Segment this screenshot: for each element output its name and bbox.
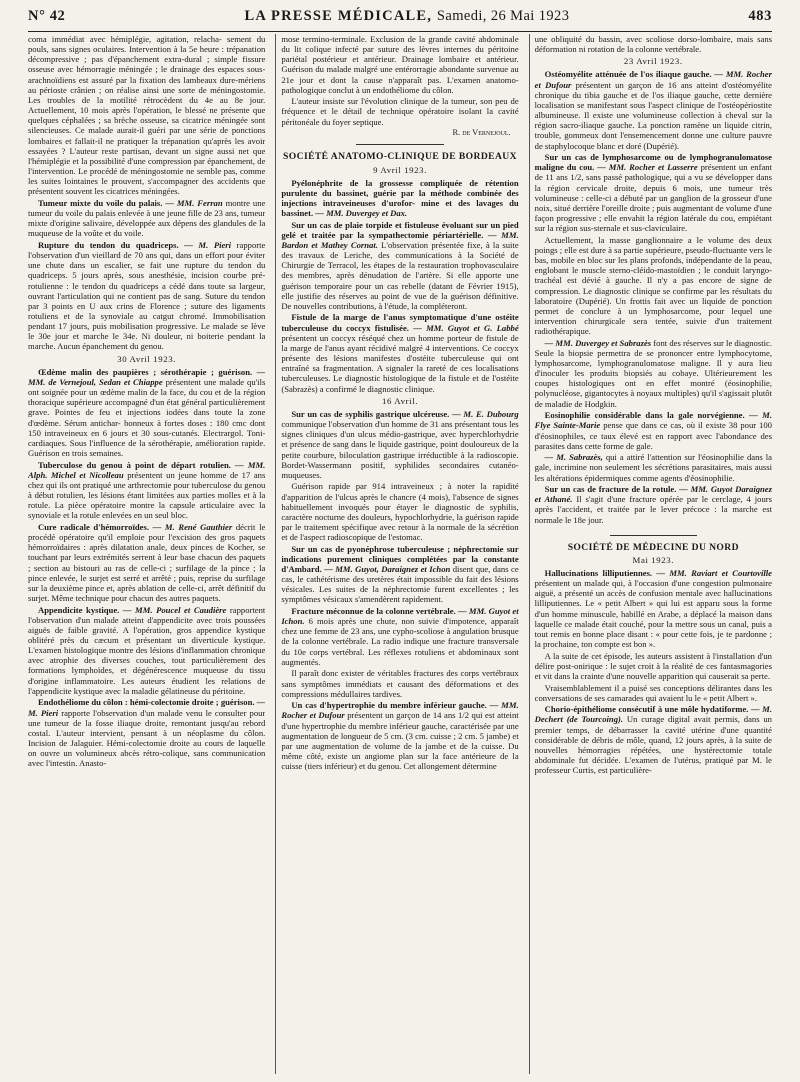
article-heading: Sur un cas de lymphosarcome ou de lymphogranulomatose maligne du cou. [534,152,772,173]
article-heading: Eosinophilie considérable dans la gale norvégienne. [544,410,745,421]
article-pyelonephrite [281,178,518,219]
article-syphilis [281,409,518,480]
article-author: — MM. Rocher et Dufour [281,700,519,721]
article-author: — M. René Gauthier [148,521,233,532]
article-appendicite [28,605,265,696]
paragraph: A la suite de cet épisode, les auteurs assistent à l'installation d'un délire post-onirique : le sujet croit à la réalité de ces fantasmagories et vit dans la crainte d'une nouvelle apparition qui causerait sa perte. [534,650,772,681]
journal-title: LA PRESSE MÉDICALE, [244,8,433,24]
column-left [28,34,265,1074]
session-date: 30 Avril 1923. [117,353,177,364]
article-heading: Tuberculose du genou à point de départ rotulien. [38,459,231,470]
article-lymphosarcome [535,152,772,233]
article-author: — MM. Rocher et Dufour [534,69,772,90]
article-hypertrophie [281,700,518,771]
article-heading: Endothéliome du côlon : hémi-colectomie droite ; guérison. [38,697,255,708]
article-heading: Sur un cas de syphilis gastrique ulcéreuse. [291,408,450,419]
article-body: présentent un malade qui, à l'occasion d'une congestion pulmonaire aiguë, a présenté un accès de confusion mentale avec hallucinations lilliputiennes. Le « petit Albert » qui lui est apparu sous la forme d'un homme minuscule, habillé en Arabe, a déplacé la maison dans laquelle ce malade était couché, pour la mettre sous un canal, puis a tout remis en bonne place disant : « pour cette fois, je te pardonne ; la prochaine, ton compte est bon ». [534,578,772,650]
society-heading: SOCIÉTÉ ANATOMO-CLINIQUE DE BORDEAUX [281,144,518,162]
article-heading: Hallucinations lilliputiennes. [544,568,653,578]
article-heading: Cure radicale d'hémorroïdes. [38,521,149,532]
paragraph: Guérison rapide par 914 intraveineux ; à noter la rapidité d'apparition de l'ulcus après le chancre (4 mois), l'absence de signes habituellement invoqués pour étayer le diagnostic de syphilis, caractère nocturne des douleurs, hypochlorhydrie, la guérison rapide par le traitement spécifique avec retour à la normale de la sécrétion et de l'aspect radioscopique de l'estomac. [281,481,519,543]
article-author: — MM. Duvergey et Sabrazès [544,337,652,348]
page-header [28,6,772,32]
article-body: présentent une malade qu'ils ont soignée pour un œdème malin de la face, du cou et de la région thoracique supérieure accompagné d'un état général particulièrement grave. Pointes de feu et injections iodées dans toute la zone d'œdème. Sérum antichar- bonneux à fortes doses : 180 cmc dont 150 intraveineux en 6 jours et 30 sous-cutanés. Electrargol. Toni-cardiaques. Sous l'influence de la sérothérapie, amélioration rapide. Guérison en trois semaines. [28,376,266,459]
article-author: — M. Pieri [178,239,232,250]
paragraph: mose termino-terminale. Exclusion de la grande cavité abdominale du lit colique infecté par suture des lèvres internes du péritoine pariétal postérieur et antérieur. Drainage lombaire et antérieur. Guérison du malade malgré une entérorragie abondante survenue au 21e jour et dont la cause n'apparaît pas. L'examen anatomo-pathologique conclut à un endothéliome du côlon. [281,34,519,95]
article-heading: Fracture méconnue de la colonne vertébrale. [291,606,456,617]
article-heading: Œdème malin des paupières ; sérothérapie ; guérison. [38,366,253,377]
article-heading: Sur un cas de pyonéphrose tuberculeuse ; néphrectomie sur indications purement cliniques complétées par la constante d'Ambard. [281,543,519,574]
article-author: — MM. de Vernejoul, Sedan et Chiappe [28,366,266,387]
article-heading: Appendicite kystique. [38,604,120,615]
paragraph: Actuellement, la masse ganglionnaire a le volume des deux poings ; elle est dure à sa partie supérieure, pseudo-fluctuante vers le bas, mobile en bloc sur les plans profonds, indépendante de la peau, englobant le muscle sterno-cléido-mastoïdien ; le conduit laryngo-trachéal est dévié à gauche. Il n'y a pas encore de signe de compression. Le diagnostic clinique se confirme par les résultats du laboratoire (Dupérié). Un frottis fait avec un liquide de ponction permet de conclure à un lymphosarcome, pour lequel une intervention chirurgicale sera tentée, suivie d'un traitement radiothérapique. [534,234,772,337]
article-pyonephrose [281,544,518,605]
discussion [535,338,772,409]
article-rupture-tendon [28,240,265,352]
article-heading: Sur un cas de plaie torpide et fistuleuse évoluant sur un pied gelé et traitée par la sympathectomie périartérielle. [281,219,519,240]
article-author: — MM. Duvergey et Dax. [313,208,408,219]
article-body: rapportent l'observation d'un malade atteint d'appendicite avec trois poussées aiguës de faible gravité. A l'opération, gros appendice kystique oblitéré près du cæcum et présentant un diverticule kystique. L'examen histologique montre des lésions d'inflammation chronique avec atrophie des diverses couches, tout particulièrement des formations lymphoïdes, et dégénérescence muqueuse du tissu d'origine inflammatoire. Les auteurs étudient les relations de l'appendicite kystique avec la maladie gélatineuse du péritoine. [28,604,266,696]
article-heading: Tumeur mixte du voile du palais. [38,197,163,208]
society-heading: SOCIÉTÉ DE MÉDECINE DU NORD [535,535,772,553]
article-body: rapporte l'observation d'un malade venu le consulter pour une tumeur de la fosse iliaque droite, remontant jusqu'au rebord costal. L'auteur intervient, pensant à un néoplasme du côlon. Incision de Jalaguier. Hémi-colectomie droite au cours de laquelle on ouvre un volumineux abcès rétro-colique, sans communication avec l'intestin. Anasto- [28,707,266,769]
article-fracture-colonne [281,606,518,667]
paragraph: Il paraît donc exister de véritables fractures des corps vertébraux sans symptômes immédiats et causant des déformations et des compressions médullaires tardives. [281,668,519,699]
article-author: — M. Sabrazès, [544,452,603,463]
article-tuberculose-genou [28,460,265,521]
article-body: présentent un garçon de 16 ans atteint d'ostéomyélite chronique du tibia gauche et de l'os iliaque gauche, cette dernière localisation se manifestant sous l'aspect clinique de l'ostéopériostite albumineuse. Il existe une volumineuse collection à cheval sur la région sacro-iliaque gauche. La ponction ramène un liquide citrin, trouble, gommeux dont l'ensemencement donne une culture pauvre de staphylocoque blanc et doré (Dupérié). [534,79,772,151]
article-body: font des réserves sur le diagnostic. Seule la biopsie permettra de se prononcer entre lymphocytome, lymphosarcome, lymphogranulomatose maligne. Il y aura lieu d'inoculer les produits biopsiés au cobaye. Ultérieurement les coupes histologiques ont en effet montré (éosinophilie, polynucléose, gigantocytes à noyaux multiples) qu'il s'agissait plutôt de maladie de Hodgkin. [534,337,772,409]
article-heading: Rupture du tendon du quadriceps. [38,239,179,250]
masthead [244,8,569,25]
article-body: Il s'agit d'une fracture opérée par le cerclage, 4 jours après l'accident, et traitée par le lever précoce : la marche est normale le 18e jour. [534,494,772,525]
article-hemorroides [28,522,265,603]
article-body: rapporte l'observation d'un vieillard de 70 ans qui, dans un effort pour éviter une chute dans un escalier, se fait une rupture du tendon du quadriceps. 5 jours après, sous anesthésie, incision courbe pré-rotulienne : le tendon du quadriceps a cédé dans toute sa largeur, ouvrant l'articulation qui ne contient pas de sang. Suture du tendon par 3 points en U aux crins de Florence ; suture des ligaments rotuliens et de la synoviale au catgut chromé. Immobilisation pendant 17 jours, puis mobilisation progressive. Le malade se lève le 30e jour et marche le 34e. Ni douleur, ni boiterie pendant la marche. Aucun épanchement du genou. [28,239,266,352]
article-body: présentent un enfant de 11 ans 1/2, sans passé pathologique, qui a vu se développer dans la région cervicale droite, depuis 6 mois, une tumeur très volumineuse : celle-ci a débuté par un ganglion de la grosseur d'une noix, situé derrière l'oreille droite ; puis augmentant de volume d'une façon progressive ; elle envahit la région latérale du cou, empiétant sur la région sus-sternale et sus-claviculaire. [534,162,772,234]
article-author: — M. E. Dubourg [449,408,519,419]
article-body: pense que dans ce cas, où il existe 38 pour 100 d'éosinophiles, ce taux élevé est en rapport avec l'abondance des parasites dans cette forme de gale. [534,420,772,451]
paragraph: L'auteur insiste sur l'évolution clinique de la tumeur, son peu de fréquence et le détail de technique opératoire isolant la cavité péritonéale du foyer septique. [281,96,519,127]
article-fistule [281,312,518,393]
article-body: présentent un jeune homme de 17 ans chez qui ils ont pratiqué une arthrectomie pour tuberculose du genou à début rotulien, les lésions étant limitées aux parties molles et à la rotule. La pièce opératoire montre la capsule articulaire avec la synoviale et la rotule enlevées en un seul bloc. [28,469,266,521]
article-heading: Pyélonéphrite de la grossesse compliquée de rétention purulente du bassinet, guérie par la méthode combinée des injections intraveineuses d'urofor- mine et des lavages du bassinet. [281,177,519,219]
paragraph: coma immédiat avec hémiplégie, agitation, relacha- sement du pouls, sans signes oculaires. Intervention à la 5e heure : trépanation décompressive ; pas d'épanchement extra-dural ; simple fissure osseuse avec hémorragie méningée ; le drainage des espaces sous-arachnoïdiens est assuré par la fixation des lambeaux dure-mériens au périoste crânien ; on réalise ainsi une sorte de méningostomie. Les troubles de la motilité rétrocèdent du 4e au 8e jour. Actuellement, 10 mois après l'opération, le blessé ne présente que quelques céphalées ; sa brèche osseuse, sa cicatrice méningée sont silencieuses. Ce malade aurait-il guéri par une série de ponctions lombaires et fallait-il ne pratiquer la trépanation qu'après les avoir essayées ? L'auteur reste partisan, devant un signe aussi net que l'hémiplégie et la possibilité d'une compression par épanchement, de l'intervention. Le procédé de méningostomie ne semble pas, comme les suites lointaines le prouvent, s'accompagner des accidents que présentent souvent les cicatrices méningées. [28,34,266,197]
article-plaie-torpide [281,220,518,311]
article-fracture-rotule [535,484,772,525]
article-body: présentent un coccyx réséqué chez un homme porteur de fistule de la marge de l'anus ayant récidivé malgré 4 interventions. Ce coccyx présente des lésions manifestes d'ostéite tuberculeuse qui ont entraîné sa fragmentation. A signaler la rareté de ces localisations tuberculeuses. Le diagnostic histologique de la fistule et de l'ostéite (Sabrazès) a confirmé le diagnostic clinique. [281,332,519,394]
article-author: — M. Dechert (de Tourcoing). [534,704,772,725]
article-body: L'observation présentée fixe, à la suite des travaux de Leriche, des communications à la Société de Chirurgie de Terracol, les étapes de la restauration trophovasculaire des membres, après dénudation de l'artère. Si elle apporte une guérison temporaire pour un cas rebelle (datant de Février 1915), elle justifie des réserves au point de vue de la guérison définitive. De nouvelles contributions, à l'étude, la compléteront. [281,239,519,311]
article-heading: Fistule de la marge de l'anus symptomatique d'une ostéite tuberculeuse du coccyx fistulisée. [281,312,519,333]
article-author: — MM. Guyot Daraignez et Athané. [534,484,772,505]
column-right [529,34,772,1074]
article-author: — MM. Ferran [162,197,223,208]
article-body: disent que, dans ce cas, le cathétérisme des uretères était impossible du fait des lésions vésicales. Les suites de la néphrectomie furent excellentes ; les symptômes vésicaux s'amendèrent rapidement. [281,564,519,605]
session-date: 16 Avril. [381,395,418,406]
article-tumeur-voile [28,198,265,239]
article-author: — MM. Alph. Michel et Nicolleau [28,459,266,480]
discussion [535,452,772,482]
article-body: qui a attiré l'attention sur l'éosinophilie dans la gale, incrimine non seulement les sécrétions parasitaires, mais aussi les altérations épidermiques comme agents d'éosinophilie. [534,452,772,483]
article-oedeme [28,367,265,458]
article-hallucinations [535,568,772,649]
article-body: 6 mois après une chute, non suivie d'impotence, apparaît chez une femme de 23 ans, une cypho-scoliose à angulation brusque de la colonne vertébrale. La radio indique une fracture transversale du 10e corps vertébral. Les réflexes rotuliens et abdominaux sont augmentés. [281,616,519,667]
article-author: — MM. Poucel et Caudière [119,604,227,615]
issue-number: N° 42 [28,8,66,24]
article-heading: Ostéomyélite atténuée de l'os iliaque gauche. [544,69,712,80]
article-author: — MM. Bardon et Mathey Cornat. [281,229,519,250]
article-chorio-epitheliome [535,704,772,775]
column-middle [275,34,518,1074]
session-date: 23 Avril 1923. [623,56,683,67]
article-body: présentent un garçon de 14 ans 1/2 qui est atteint d'une hypertrophie du membre inférieur gauche, caractérisée par une augmentation de longueur de 5 cm. (3 cm. cuisse ; 2 cm. 5 jambe) et par une augmentation de volume de la jambe et de la cuisse. Du même côté, existe un angiome plan sur la face antérieure de la cuisse (tiers inférieur) et du genou. Cet allongement détermine [281,710,519,772]
issue-date: Samedi, 26 Mai 1923 [436,8,570,24]
article-author: — M. Pieri [28,697,266,718]
article-endotheliome [28,697,265,768]
article-heading: Chorio-épithéliome consécutif à une môle hydatiforme. [544,704,749,715]
article-body: décrit le procédé opératoire qu'il emploie pour l'excision des gros paquets hémorroïdaires : après dilatation anale, deux pinces de Kocher, se touchant par leurs extrémités serrent à leur base chacun des paquets ; section au bistouri au ras de celle-ci ; surfilage de la pince ; la pince enlevée, le surjet est serré et arrêté ; puis, reprise du surfilage sur la deuxième pince et, après ablation de celle-ci, arrêt définitif du surjet. Même technique pour chacun des autres paquets. [28,521,266,603]
paragraph: une obliquité du bassin, avec scoliose dorso-lombaire, mais sans déformation ni rotation de la colonne vertébrale. [534,34,772,55]
article-body: Un curage digital avait permis, dans un premier temps, de débarrasser la cavité utérine d'une quantité considérable de débris de môle, quand, 12 jours après, à la suite de nouvelles hémorragies répétées, une hystérectomie totale abdominale fut décidée. L'examen de l'utérus, pratiqué par M. le professeur Curtis, est particulière- [534,714,772,776]
page-number: 483 [748,8,772,24]
paragraph: Vraisemblablement il a puisé ses conceptions délirantes dans les conversations de ses camarades qui avaient lu le « petit Albert ». [534,682,772,703]
article-author: — MM. Rocher et Lasserre [594,162,698,173]
article-author: — MM. Guyot et G. Labbé [408,322,519,333]
columns [28,34,772,1074]
article-author: — MM. Guyot et Ichon. [281,606,519,627]
article-heading: Un cas d'hypertrophie du membre inférieur gauche. [291,700,487,711]
article-body: communique l'observation d'un homme de 31 ans présentant tous les signes cliniques d'un ulcus médio-gastrique, avec hyperchlorhydrie et présence de sang dans le liquide gastrique, point douloureux de la petite courbure, biloculation gastrique irréductible à la radioscopie. Bordet-Wassermann positif, syphilides secondaires cutanéo-muqueuses. [281,419,519,480]
article-osteomyelite [535,69,772,150]
signature: R. de Vernejoul. [452,128,511,138]
article-body: montre une tumeur du voile du palais enlevée à une jeune fille de 23 ans, tumeur mixte d'origine salivaire, développée aux dépens des glandules de la muqueuse de la voûte et du voile. [28,197,266,239]
article-author: — MM. Guyot, Daraignez et Ichon [321,564,451,574]
article-eosinophilie [535,410,772,451]
article-author: — M. Flye Sainte-Marie [534,410,772,431]
session-date: 9 Avril 1923. [373,164,427,175]
article-heading: Sur un cas de fracture de la rotule. [544,484,677,495]
session-date: Mai 1923. [632,554,675,565]
article-author: — MM. Raviart et Courtoville [652,568,772,578]
